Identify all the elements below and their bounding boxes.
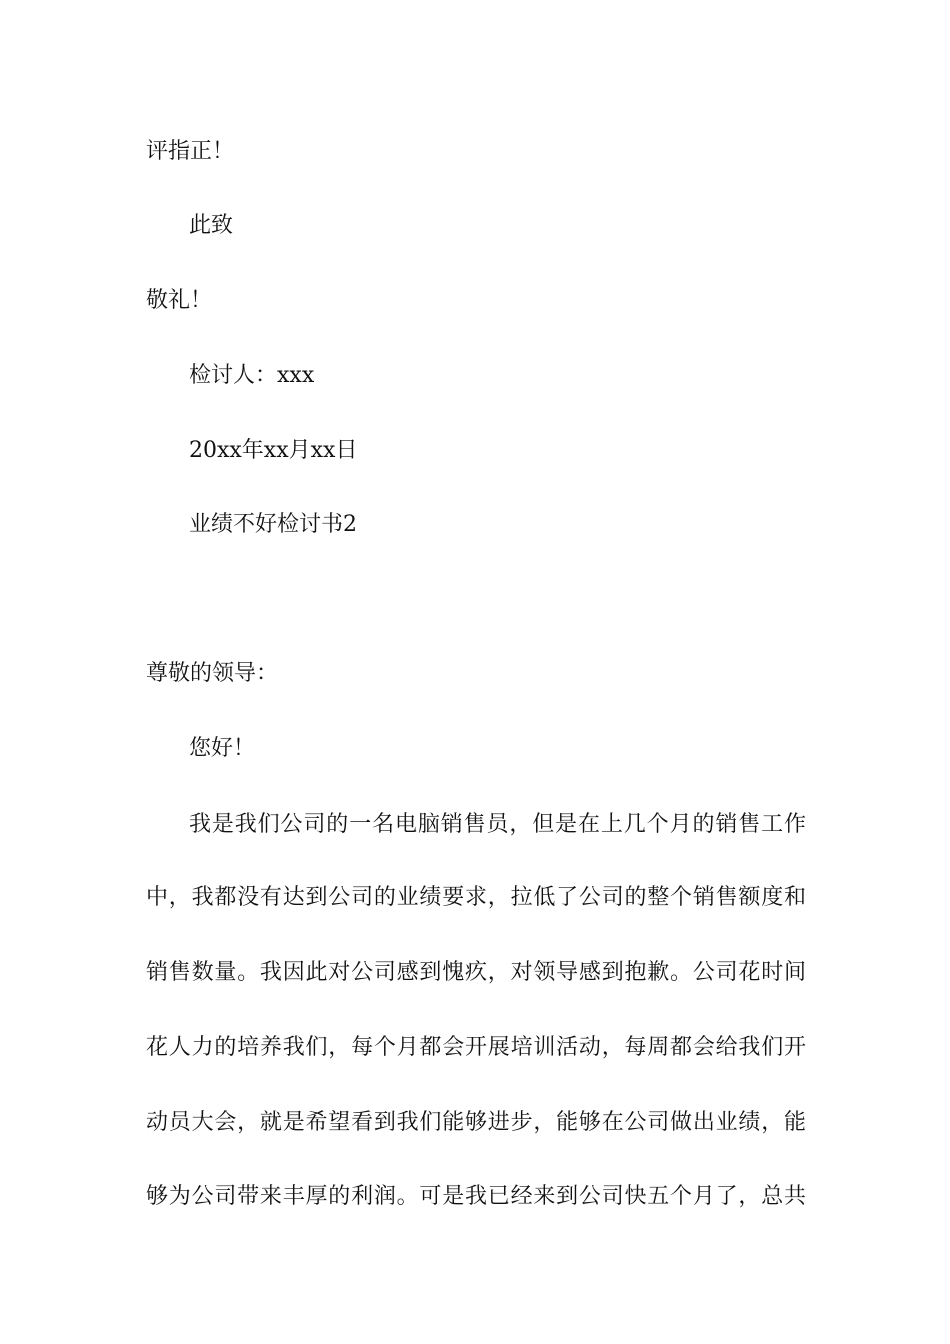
salutation: 尊敬的领导： (146, 661, 279, 686)
closing-line: 评指正！ (146, 139, 235, 164)
signer: 检讨人：xxx (189, 363, 315, 388)
body-line: 花人力的培养我们，每个月都会开展培训活动，每周都会给我们开 (146, 1035, 806, 1060)
greeting: 您好！ (189, 736, 256, 761)
body-line: 够为公司带来丰厚的利润。可是我已经来到公司快五个月了，总共 (146, 1184, 806, 1209)
regards: 敬礼！ (146, 288, 213, 313)
date: 20xx年xx月xx日 (189, 438, 358, 463)
regards-intro: 此致 (189, 213, 234, 238)
body-line: 我是我们公司的一名电脑销售员，但是在上几个月的销售工作 (189, 812, 806, 837)
body-line: 销售数量。我因此对公司感到愧疚，对领导感到抱歉。公司花时间 (146, 960, 806, 985)
body-line: 动员大会，就是希望看到我们能够进步，能够在公司做出业绩，能 (146, 1110, 806, 1135)
body-line: 中，我都没有达到公司的业绩要求，拉低了公司的整个销售额度和 (146, 885, 806, 910)
letter-title: 业绩不好检讨书2 (189, 512, 357, 537)
